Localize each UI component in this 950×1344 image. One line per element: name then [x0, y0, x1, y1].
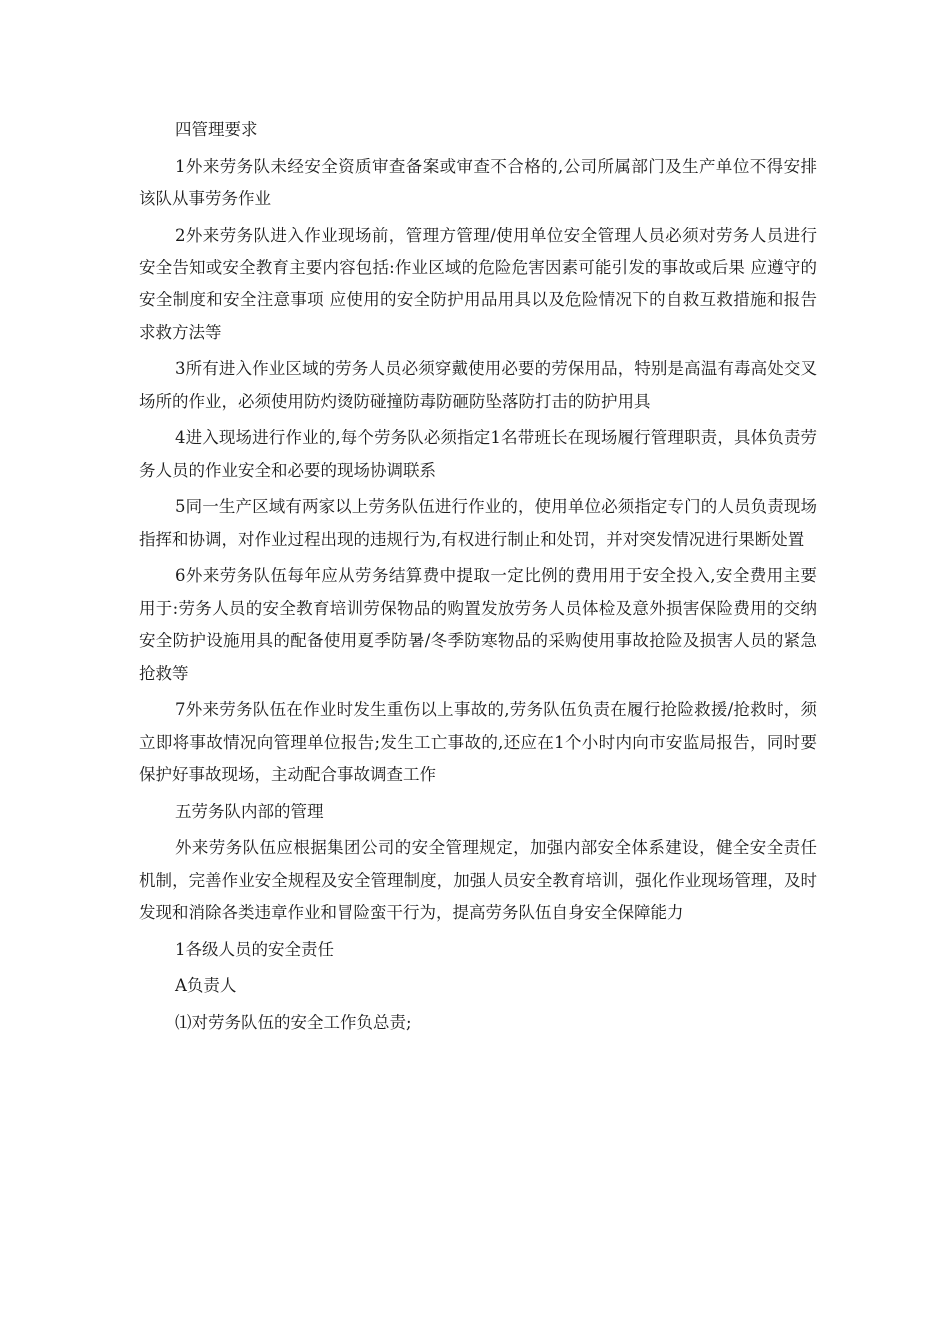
section-heading-management-requirements: 四管理要求 — [175, 120, 258, 139]
paragraph-item-4: 4进入现场进行作业的,每个劳务队必须指定1名带班长在现场履行管理职责，具体负责劳务人员的作业安全和必要的现场协调联系 — [139, 428, 817, 480]
list-item-overall-responsibility: ⑴对劳务队伍的安全工作负总责; — [175, 1012, 412, 1032]
paragraph-item-2: 2外来劳务队进入作业现场前，管理方管理/使用单位安全管理人员必须对劳务人员进行安全告知或安全教育主要内容包括:作业区域的危险危害因素可能引发的事故或后果 应遵守的安全制度和安全注意事项 应使用的安全防护用品用具以及危险情况下的自救互救措施和报告求救方法等 — [139, 225, 817, 342]
paragraph-item-7: 7外来劳务队伍在作业时发生重伤以上事故的,劳务队伍负责在履行抢险救援/抢救时，须立即将事故情况向管理单位报告;发生工亡事故的,还应在1个小时内向市安监局报告，同时要保护好事故现场，主动配合事故调查工作 — [139, 700, 817, 785]
paragraph-item-6: 6外来劳务队伍每年应从劳务结算费中提取一定比例的费用用于安全投入,安全费用主要用于:劳务人员的安全教育培训劳保物品的购置发放劳务人员体检及意外损害保险费用的交纳安全防护设施用具的配备使用夏季防暑/冬季防寒物品的采购使用事故抢险及损害人员的紧急抢救等 — [139, 566, 817, 683]
subheading-person-in-charge: A负责人 — [175, 976, 237, 996]
paragraph-item-3: 3所有进入作业区域的劳务人员必须穿戴使用必要的劳保用品，特别是高温有毒高处交叉场所的作业，必须使用防灼烫防碰撞防毒防砸防坠落防打击的防护用具 — [139, 359, 817, 411]
document-page — [139, 114, 817, 1043]
paragraph-internal-management: 外来劳务队伍应根据集团公司的安全管理规定，加强内部安全体系建设，健全安全责任机制，完善作业安全规程及安全管理制度，加强人员安全教育培训，强化作业现场管理，及时发现和消除各类违章作业和冒险蛮干行为，提高劳务队伍自身安全保障能力 — [139, 838, 817, 923]
subheading-responsibilities: 1各级人员的安全责任 — [175, 939, 334, 959]
paragraph-item-5: 5同一生产区域有两家以上劳务队伍进行作业的，使用单位必须指定专门的人员负责现场指挥和协调，对作业过程出现的违规行为,有权进行制止和处罚，并对突发情况进行果断处置 — [139, 497, 817, 549]
section-heading-internal-management: 五劳务队内部的管理 — [175, 801, 324, 821]
paragraph-item-1: 1外来劳务队未经安全资质审查备案或审查不合格的,公司所属部门及生产单位不得安排该队从事劳务作业 — [139, 156, 817, 208]
